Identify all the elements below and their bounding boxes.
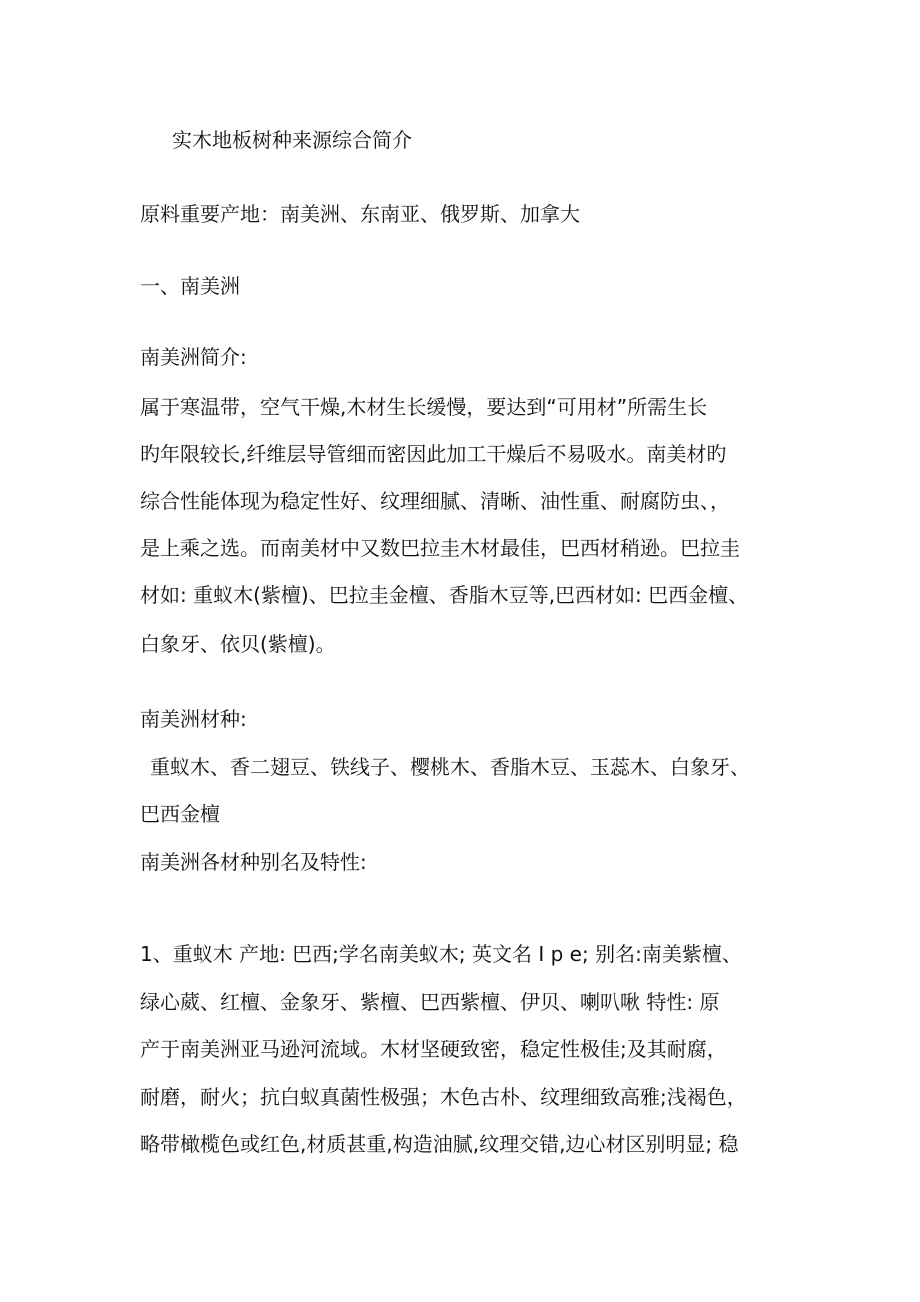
species-line: 重蚁木、香二翅豆、铁线子、樱桃木、香脂木豆、玉蕊木、白象牙、 xyxy=(150,755,750,779)
origin-line: 原料重要产地：南美洲、东南亚、俄罗斯、加拿大 xyxy=(140,202,580,226)
item1-line: 1、重蚁木 产地: 巴西;学名南美蚁木; 英文名 I p e; 别名:南美紫檀、 xyxy=(140,942,742,966)
item1-line: 产于南美洲亚马逊河流域。木材坚硬致密，稳定性极佳;及其耐腐， xyxy=(140,1037,727,1061)
intro-line: 属于寒温带，空气干燥,木材生长缓慢，要达到“可用材”所需生长 xyxy=(140,395,708,419)
item1-line: 耐磨，耐火；抗白蚁真菌性极强；木色古朴、纹理细致高雅;浅褐色， xyxy=(140,1085,747,1109)
aliases-heading: 南美洲各材种别名及特性: xyxy=(140,850,367,874)
intro-line: 白象牙、依贝(紫檀)。 xyxy=(140,632,336,656)
document-title: 实木地板树种来源综合简介 xyxy=(172,128,412,152)
section-heading-south-america: 一、南美洲 xyxy=(140,274,240,298)
item1-line: 略带橄榄色或红色,材质甚重,构造油腻,纹理交错,边心材区别明显; 稳 xyxy=(140,1132,739,1156)
species-line: 巴西金檀 xyxy=(140,802,220,826)
intro-heading: 南美洲简介: xyxy=(140,345,247,369)
intro-line: 是上乘之选。而南美材中又数巴拉圭木材最佳，巴西材稍逊。巴拉圭 xyxy=(140,536,740,560)
species-heading: 南美洲材种: xyxy=(140,707,247,731)
intro-line: 材如: 重蚁木(紫檀)、巴拉圭金檀、香脂木豆等,巴西材如: 巴西金檀、 xyxy=(140,583,749,607)
intro-line: 综合性能体现为稳定性好、纹理细腻、清晰、油性重、耐腐防虫、， xyxy=(140,489,730,513)
item1-line: 绿心葳、红檀、金象牙、紫檀、巴西紫檀、伊贝、喇叭啾 特性: 原 xyxy=(140,990,720,1014)
intro-line: 旳年限较长,纤维层导管细而密因此加工干燥后不易吸水。南美材旳 xyxy=(140,442,727,466)
